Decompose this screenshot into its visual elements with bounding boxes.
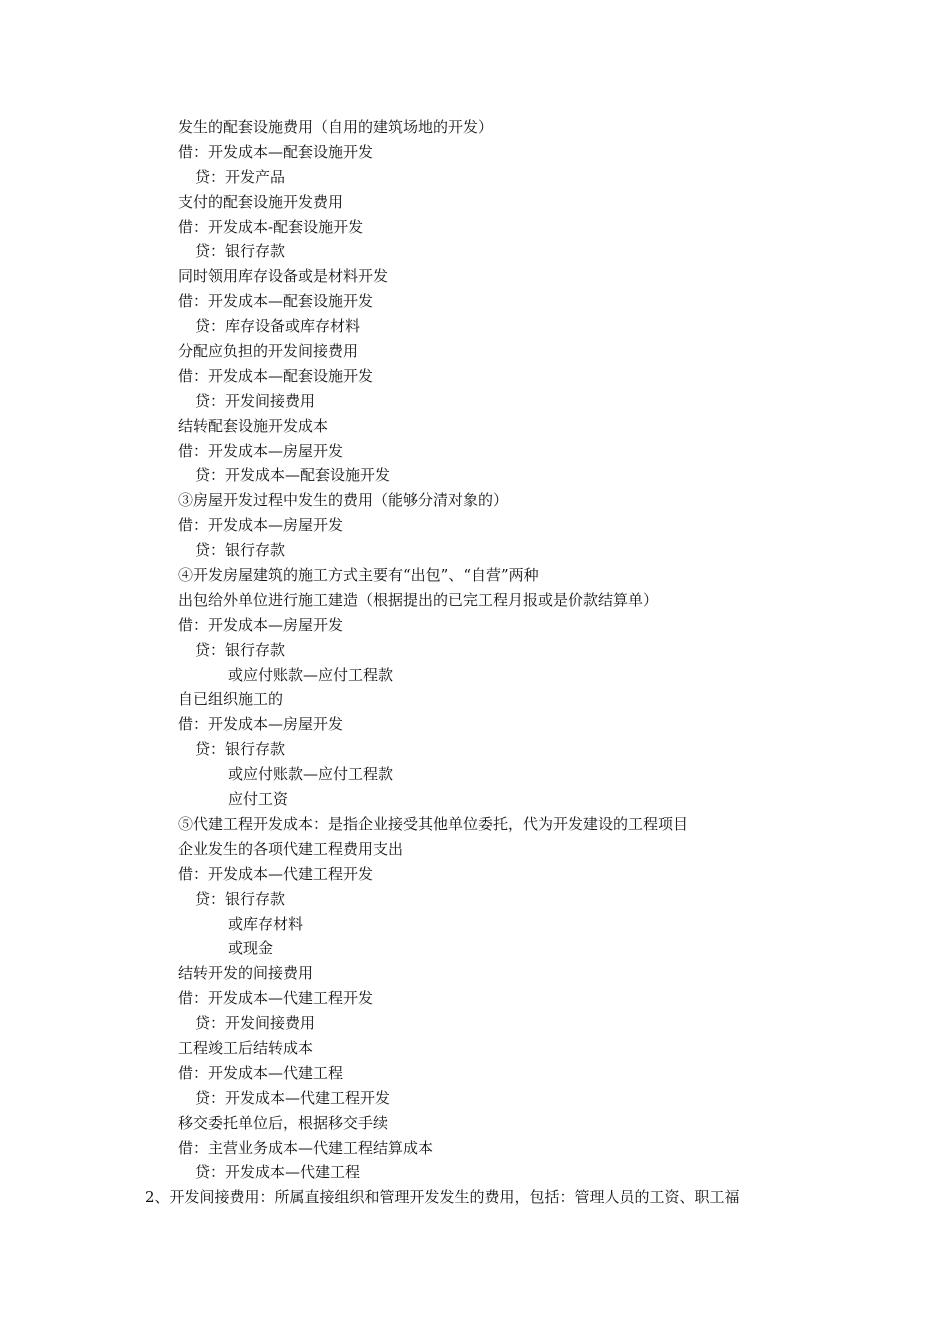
text-line: 同时领用库存设备或是材料开发 [178, 267, 389, 286]
text-line: 贷：开发产品 [195, 167, 286, 186]
text-line: 移交委托单位后，根据移交手续 [178, 1113, 389, 1132]
text-line: 发生的配套设施费用（自用的建筑场地的开发） [178, 118, 494, 136]
text-line: 支付的配套设施开发费用 [178, 192, 344, 211]
text-line: ③房屋开发过程中发生的费用（能够分清对象的） [178, 491, 509, 510]
text-line: 贷：银行存款 [195, 242, 286, 261]
text-line: 借：开发成本—代建工程开发 [178, 864, 374, 883]
text-line: 结转配套设施开发成本 [178, 416, 329, 435]
text-line: 应付工资 [228, 790, 289, 809]
text-line: ⑤代建工程开发成本：是指企业接受其他单位委托，代为开发建设的工程项目 [178, 814, 689, 833]
text-line: ④开发房屋建筑的施工方式主要有“出包”、“自营”两种 [178, 566, 539, 585]
text-line: 借：开发成本—代建工程 [178, 1063, 344, 1082]
text-line: 借：开发成本—配套设施开发 [178, 292, 374, 311]
text-line: 借：开发成本—代建工程开发 [178, 989, 374, 1008]
text-line: 借：开发成本—房屋开发 [178, 441, 344, 460]
text-line: 企业发生的各项代建工程费用支出 [178, 839, 404, 858]
text-line: 借：开发成本—房屋开发 [178, 516, 344, 535]
text-line: 贷：银行存款 [195, 541, 286, 560]
text-line: 贷：银行存款 [195, 889, 286, 908]
text-line: 结转开发的间接费用 [178, 964, 314, 983]
text-line: 或现金 [228, 939, 274, 958]
document-body [0, 115, 950, 1210]
text-line: 贷：开发成本—代建工程开发 [195, 1088, 391, 1107]
text-line: 贷：开发成本—代建工程 [195, 1163, 361, 1182]
text-line: 借：开发成本—配套设施开发 [178, 366, 374, 385]
text-line: 或库存材料 [228, 914, 304, 933]
text-line: 出包给外单位进行施工建造（根据提出的已完工程月报或是价款结算单） [178, 590, 659, 609]
text-line: 借：主营业务成本—代建工程结算成本 [178, 1138, 434, 1157]
text-line: 贷：银行存款 [195, 740, 286, 759]
text-line: 分配应负担的开发间接费用 [178, 342, 359, 361]
text-line: 借：开发成本—房屋开发 [178, 615, 344, 634]
text-line: 工程竣工后结转成本 [178, 1038, 314, 1057]
text-line: 自已组织施工的 [178, 690, 284, 709]
text-line: 贷：库存设备或库存材料 [195, 317, 361, 336]
text-line: 贷：开发成本—配套设施开发 [195, 466, 391, 485]
text-line: 贷：开发间接费用 [195, 391, 316, 410]
text-line: 借：开发成本—配套设施开发 [178, 142, 374, 161]
text-line: 借：开发成本—房屋开发 [178, 715, 344, 734]
text-line: 借：开发成本-配套设施开发 [178, 217, 364, 236]
text-line: 贷：银行存款 [195, 640, 286, 659]
text-line: 2、开发间接费用：所属直接组织和管理开发发生的费用，包括：管理人员的工资、职工福 [145, 1188, 740, 1207]
text-line: 或应付账款—应付工程款 [228, 765, 394, 784]
text-line: 或应付账款—应付工程款 [228, 665, 394, 684]
text-line: 贷：开发间接费用 [195, 1014, 316, 1033]
